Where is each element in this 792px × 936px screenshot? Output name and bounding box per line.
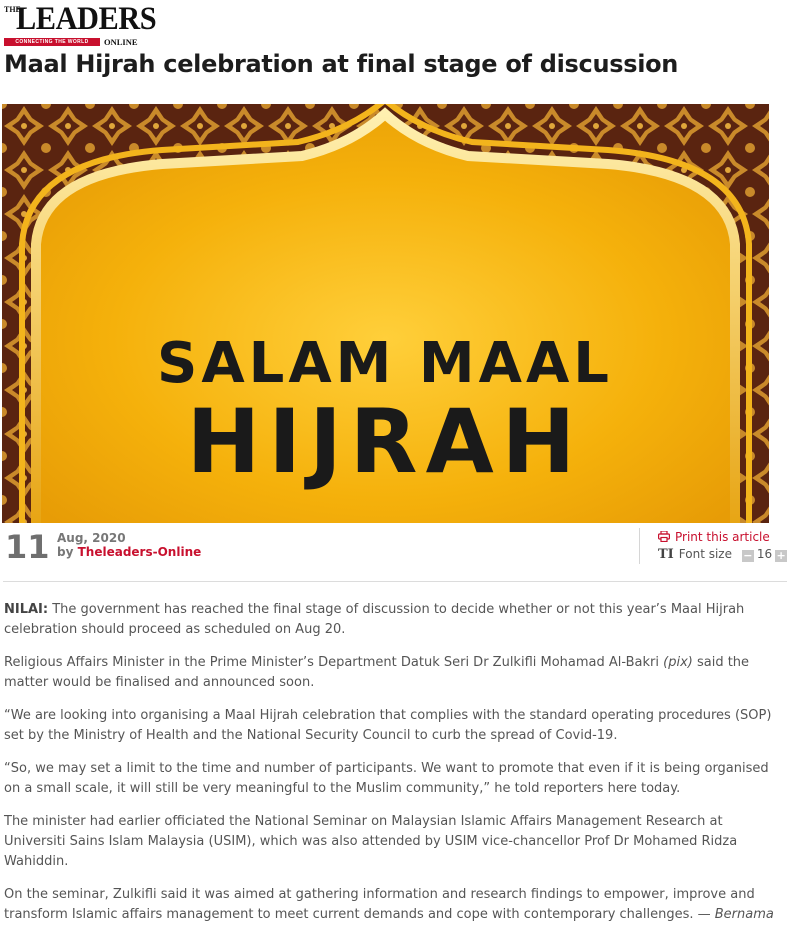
font-size-value: 16 xyxy=(756,547,773,561)
logo-the: THE xyxy=(4,5,21,14)
logo-tagline: CONNECTING THE WORLD xyxy=(4,38,100,46)
article-paragraph xyxy=(4,885,786,925)
author-link[interactable]: Theleaders-Online xyxy=(77,545,202,559)
article-paragraph: The minister had earlier officiated the National Seminar on Malaysian Islamic Affairs Management Research at Universiti Sains Islam Malaysia (USIM), which was also attended by USIM vice-chancellor Prof Dr Mohamed Ridza Wahiddin. xyxy=(4,814,738,869)
article-paragraph: “So, we may set a limit to the time and number of participants. We want to promote that even if it is being organised on a small scale, it will still be very meaningful to the Muslim community,” he told reporters here today. xyxy=(4,761,769,796)
hero-image xyxy=(2,104,769,523)
paragraph-text: Religious Affairs Minister in the Prime Minister’s Department Datuk Seri Dr Zulkifli Mohamad Al-Bakri xyxy=(4,655,664,670)
article-title: Maal Hijrah celebration at final stage of discussion xyxy=(4,50,679,78)
hero-text-line1: SALAM MAAL xyxy=(156,331,614,396)
site-logo[interactable] xyxy=(4,1,157,48)
font-size-decrease-button[interactable]: − xyxy=(743,549,753,562)
font-size-control xyxy=(658,547,787,562)
divider xyxy=(3,581,787,582)
hero-graphic xyxy=(2,104,769,523)
pix-note: (pix) xyxy=(663,655,693,670)
dateline: NILAI: xyxy=(4,602,49,617)
byline-label: by xyxy=(57,545,74,559)
font-size-increase-button[interactable]: + xyxy=(776,549,786,562)
hero-text-line2: HIJRAH xyxy=(186,390,584,493)
paragraph-text: said the matter would be finalised and announced soon. xyxy=(4,655,750,690)
publish-month-year: Aug, 2020 xyxy=(57,531,126,545)
logo-online: ONLINE xyxy=(104,37,138,47)
article-paragraph: “We are looking into organising a Maal Hijrah celebration that complies with the standard operating procedures (SOP) set by the Ministry of Health and the National Security Council to curb the spread of Covid-19. xyxy=(4,708,772,743)
paragraph-text: The government has reached the final stage of discussion to decide whether or not this year’s Maal Hijrah celebration should proceed as scheduled on Aug 20. xyxy=(4,602,745,637)
news-source: Bernama xyxy=(714,907,774,922)
paragraph-text: On the seminar, Zulkifli said it was aimed at gathering information and research findings to empower, improve and transform Islamic affairs management to meet current demands and cope with contemporary challenges. — xyxy=(4,887,755,922)
article-tools xyxy=(639,528,789,564)
font-size-icon: TI xyxy=(658,547,674,562)
article-body xyxy=(4,600,786,936)
article-paragraph xyxy=(4,600,786,640)
byline xyxy=(57,545,201,559)
font-size-label: Font size xyxy=(678,547,732,561)
publish-day: 11 xyxy=(5,528,50,566)
print-article-label: Print this article xyxy=(675,530,770,544)
printer-icon xyxy=(658,531,670,542)
print-article-link[interactable] xyxy=(658,530,770,544)
logo-wordmark: LEADERS xyxy=(16,1,157,37)
article-paragraph xyxy=(4,653,786,693)
